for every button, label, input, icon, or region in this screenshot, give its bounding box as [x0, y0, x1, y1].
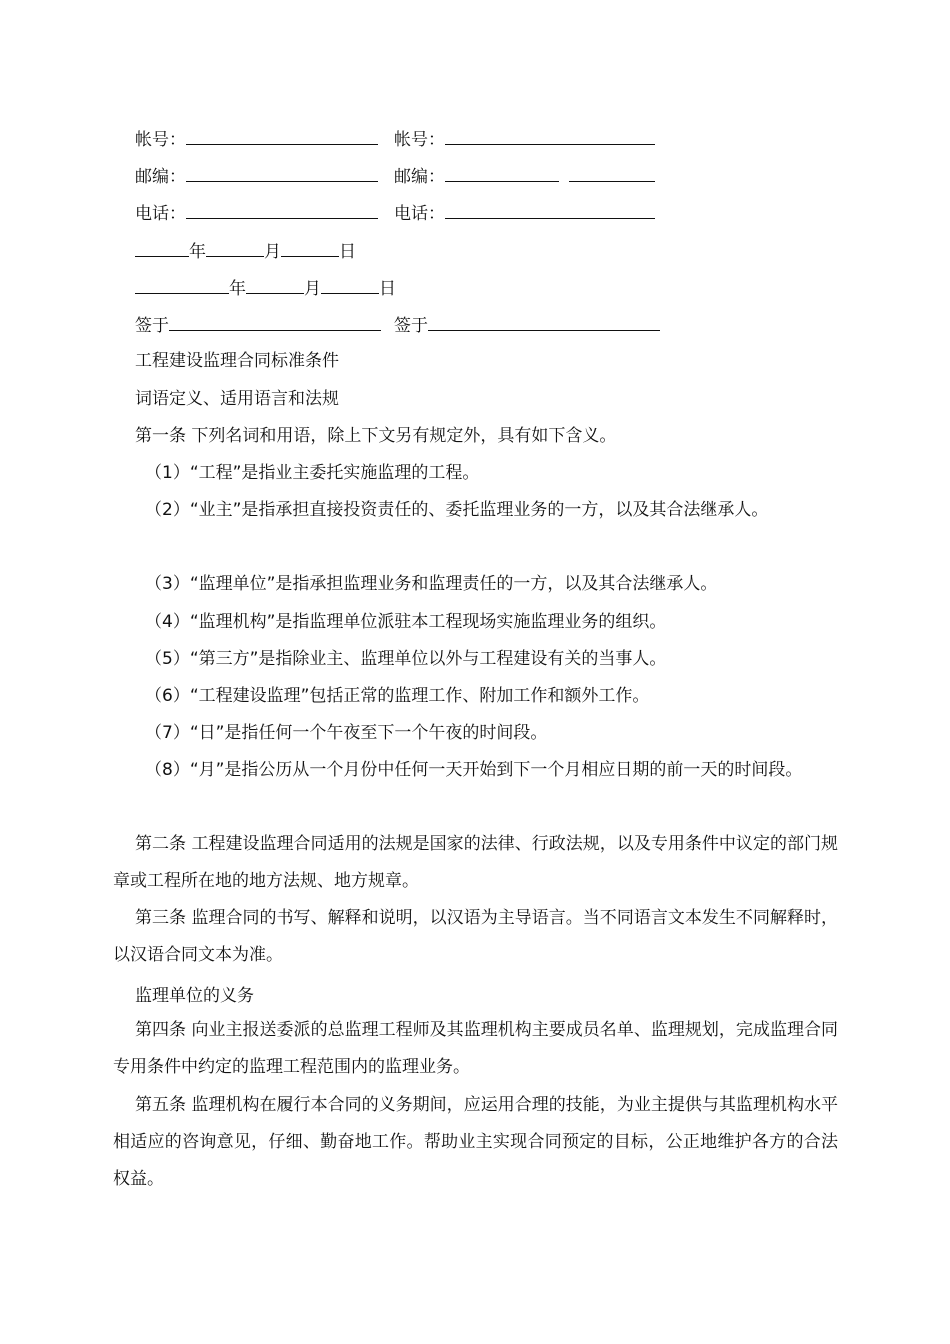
year-label: 年: [229, 279, 246, 299]
year-blank[interactable]: [135, 277, 229, 294]
definition-item: （2）“业主”是指承担直接投资责任的、委托监理业务的一方，以及其合法继承人。: [145, 500, 769, 520]
account-field-right: [394, 128, 655, 150]
article-2: 第二条 工程建设监理合同适用的法规是国家的法律、行政法规，以及专用条件中议定的部门规章或工程所在地的地方法规、地方规章。: [113, 834, 838, 891]
signed-at-blank[interactable]: [428, 314, 660, 331]
postcode-label: 邮编：: [394, 167, 445, 187]
month-blank[interactable]: [246, 277, 304, 294]
definition-item: （3）“监理单位”是指承担监理业务和监理责任的一方，以及其合法继承人。: [145, 574, 718, 594]
account-field-left: [135, 128, 378, 150]
phone-label: 电话：: [394, 204, 445, 224]
signed-at-blank[interactable]: [169, 314, 381, 331]
account-label: 帐号：: [135, 130, 186, 150]
postcode-field-left: [135, 165, 378, 187]
signed-at-label: 签于: [135, 316, 169, 336]
phone-blank[interactable]: [445, 202, 655, 219]
article-4: 第四条 向业主报送委派的总监理工程师及其监理机构主要成员名单、监理规划，完成监理合同专用条件中约定的监理工程范围内的监理业务。: [113, 1020, 838, 1077]
definition-item: （6）“工程建设监理”包括正常的监理工作、附加工作和额外工作。: [145, 686, 650, 706]
account-label: 帐号：: [394, 130, 445, 150]
definition-item: （7）“日”是指任何一个午夜至下一个午夜的时间段。: [145, 723, 548, 743]
article-3: 第三条 监理合同的书写、解释和说明，以汉语为主导语言。当不同语言文本发生不同解释时，以汉语合同文本为准。: [113, 908, 838, 965]
year-label: 年: [189, 242, 206, 262]
day-label: 日: [339, 242, 356, 262]
article-5: 第五条 监理机构在履行本合同的义务期间，应运用合理的技能，为业主提供与其监理机构水平相适应的咨询意见，仔细、勤奋地工作。帮助业主实现合同预定的目标，公正地维护各方的合法权益。: [113, 1095, 838, 1189]
postcode-field-right: [394, 165, 655, 187]
postcode-label: 邮编：: [135, 167, 186, 187]
month-label: 月: [304, 279, 321, 299]
month-label: 月: [264, 242, 281, 262]
postcode-blank[interactable]: [445, 165, 559, 182]
phone-field-left: [135, 202, 378, 224]
article-1: 第一条 下列名词和用语，除上下文另有规定外，具有如下含义。: [135, 426, 617, 446]
postcode-blank[interactable]: [569, 165, 655, 182]
signed-at-right: [394, 314, 660, 336]
month-blank[interactable]: [206, 240, 264, 257]
account-blank[interactable]: [445, 128, 655, 145]
phone-field-right: [394, 202, 655, 224]
year-blank[interactable]: [135, 240, 189, 257]
signed-at-left: [135, 314, 381, 336]
date-row-1: [135, 240, 356, 262]
section-heading: 词语定义、适用语言和法规: [135, 389, 339, 409]
signed-at-label: 签于: [394, 316, 428, 336]
section-heading: 监理单位的义务: [135, 986, 254, 1006]
definition-item: （5）“第三方”是指除业主、监理单位以外与工程建设有关的当事人。: [145, 649, 667, 669]
phone-label: 电话：: [135, 204, 186, 224]
day-label: 日: [379, 279, 396, 299]
definition-item: （1）“工程”是指业主委托实施监理的工程。: [145, 463, 480, 483]
day-blank[interactable]: [321, 277, 379, 294]
phone-blank[interactable]: [186, 202, 378, 219]
date-row-2: [135, 277, 396, 299]
definition-item: （8）“月”是指公历从一个月份中任何一天开始到下一个月相应日期的前一天的时间段。: [145, 760, 803, 780]
day-blank[interactable]: [281, 240, 339, 257]
document-title: 工程建设监理合同标准条件: [135, 351, 339, 371]
account-blank[interactable]: [186, 128, 378, 145]
definition-item: （4）“监理机构”是指监理单位派驻本工程现场实施监理业务的组织。: [145, 612, 667, 632]
postcode-blank[interactable]: [186, 165, 378, 182]
